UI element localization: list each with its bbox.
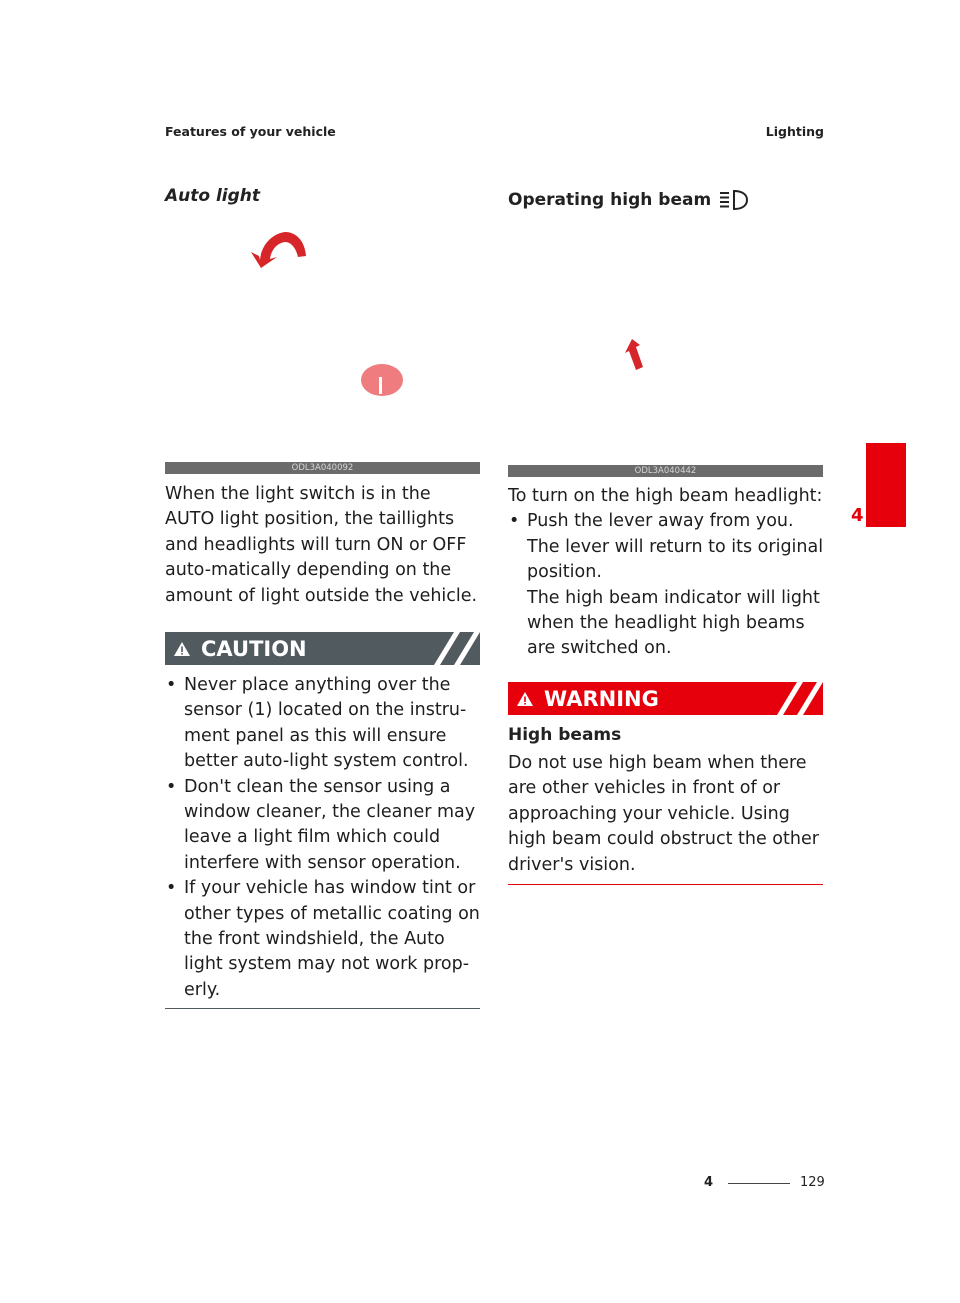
high-beam-intro: To turn on the high beam headlight: — [508, 486, 823, 506]
high-beam-step-note-return: The lever will return to its original position. — [527, 536, 824, 583]
high-beam-figure — [508, 215, 823, 463]
figure-caption-right: ODL3A040442 — [508, 465, 823, 477]
warning-banner — [508, 682, 823, 715]
high-beam-step-note-indicator: The high beam indicator will light when the headlight high beams are switched on. — [527, 587, 820, 659]
warning-end-rule — [508, 884, 823, 885]
running-header-topic: Lighting — [765, 124, 824, 139]
caution-item: • Never place anything over the sensor (1) located on the instru-ment panel as this will ensure better auto-light system control. — [165, 673, 483, 775]
warning-heading: High beams — [508, 725, 622, 745]
caution-stripes-icon — [432, 632, 480, 665]
rotate-arrow-icon — [251, 232, 306, 268]
high-beam-step-text: Push the lever away from you. — [527, 511, 794, 532]
caution-item: • Don't clean the sensor using a window cleaner, the cleaner may leave a light film which could interfere with sensor operation. — [165, 775, 483, 877]
figure-caption-left: ODL3A040092 — [165, 462, 480, 474]
caution-item: • If your vehicle has window tint or other types of metallic coating on the front windshield, the Auto light system may not work prop-erly. — [165, 876, 483, 1003]
auto-light-figure — [165, 212, 480, 460]
footer-page-number: 129 — [800, 1175, 825, 1190]
chapter-tab-number: 4 — [851, 505, 864, 526]
push-arrow-icon — [625, 339, 643, 370]
chapter-tab-marker — [866, 443, 906, 527]
warning-triangle-icon — [516, 691, 534, 707]
caution-banner — [165, 632, 480, 665]
running-header-section: Features of your vehicle — [165, 124, 336, 139]
auto-light-paragraph: When the light switch is in the AUTO light position, the taillights and headlights will turn ON or OFF auto-matically depending on the amount of light outside the vehicle. — [165, 484, 478, 606]
warning-stripes-icon — [775, 682, 823, 715]
high-beam-step — [508, 509, 826, 661]
caution-triangle-icon — [173, 641, 191, 657]
sensor-marker-slot — [379, 377, 382, 394]
warning-label: WARNING — [544, 686, 659, 711]
footer-chapter-number: 4 — [704, 1175, 714, 1190]
section-title-high-beam: Operating high beam — [508, 190, 712, 210]
footer-divider — [728, 1183, 790, 1184]
high-beam-icon — [719, 189, 749, 211]
caution-label: CAUTION — [201, 636, 307, 661]
section-title-high-beam-row — [508, 189, 749, 211]
section-title-auto-light: Auto light — [165, 186, 261, 206]
high-beam-steps — [508, 509, 826, 661]
caution-list — [165, 673, 483, 1003]
auto-light-illustration — [165, 212, 480, 460]
high-beam-illustration — [508, 215, 823, 463]
warning-text: Do not use high beam when there are other vehicles in front of or approaching your vehicle. Using high beam could obstruct the other driver's vision. — [508, 753, 819, 875]
high-beam-instructions — [508, 484, 826, 662]
caution-end-rule — [165, 1008, 480, 1009]
